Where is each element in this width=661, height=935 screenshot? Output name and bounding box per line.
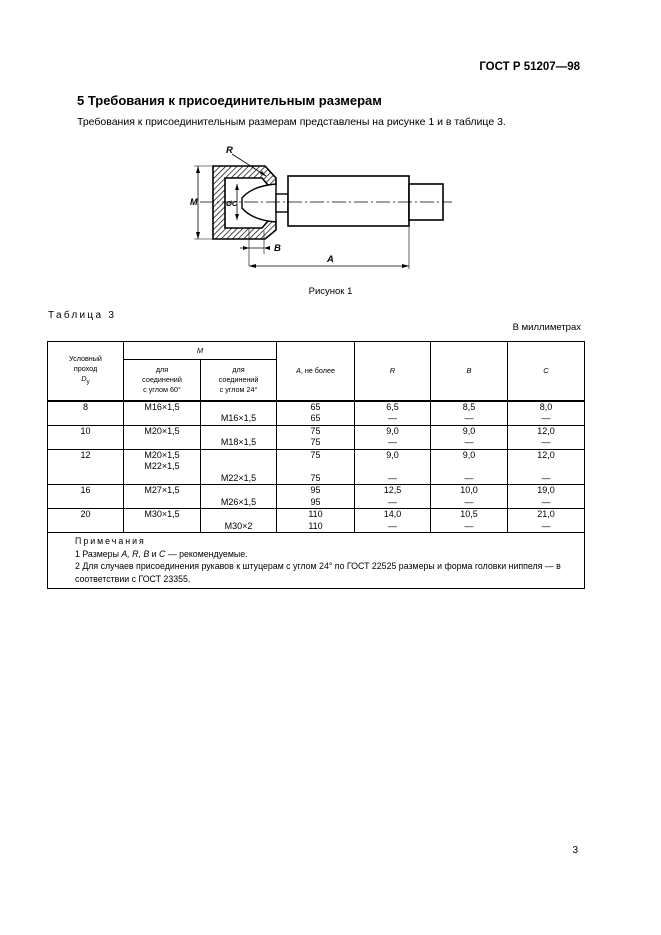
- nipple-head: [242, 184, 276, 222]
- col-m24-header: для соединений с углом 24°: [201, 360, 277, 401]
- cell-r: 9,0 —: [355, 449, 431, 485]
- cell-b: 10,0 —: [431, 485, 508, 509]
- dim-r-label: R: [226, 145, 233, 156]
- table-row: [48, 401, 585, 426]
- cell-a: 75 75: [277, 425, 355, 449]
- table-units: В миллиметрах: [512, 322, 581, 333]
- cell-b: 10,5 —: [431, 509, 508, 533]
- standard-number: ГОСТ Р 51207—98: [479, 61, 580, 73]
- cell-dy: 8: [48, 401, 124, 426]
- table-row: [48, 509, 585, 533]
- table-notes: [48, 533, 585, 589]
- col-m-header: M: [124, 342, 277, 360]
- cell-a: 65 65: [277, 401, 355, 426]
- figure-1: [180, 138, 455, 278]
- col-r-header: R: [355, 342, 431, 401]
- dim-m-label: M: [190, 197, 198, 207]
- col-m60-header: для соединений с углом 60°: [124, 360, 201, 401]
- table-row: [48, 485, 585, 509]
- cell-m60: M30×1,5: [124, 509, 201, 533]
- cell-m24: M18×1,5: [201, 425, 277, 449]
- cell-m24: M30×2: [201, 509, 277, 533]
- cell-r: 6,5 —: [355, 401, 431, 426]
- table-label: Таблица 3: [48, 310, 117, 321]
- cell-a: 95 95: [277, 485, 355, 509]
- notes-title: Примечания: [75, 536, 146, 546]
- dim-c-label: ØC: [226, 199, 238, 208]
- nipple-drawing: [180, 138, 455, 273]
- cell-b: 9,0 —: [431, 425, 508, 449]
- table-row: [48, 449, 585, 485]
- cell-dy: 12: [48, 449, 124, 485]
- cell-a: 75 75: [277, 449, 355, 485]
- table-row: [48, 425, 585, 449]
- dim-b-label: B: [274, 243, 281, 254]
- cell-a: 110 110: [277, 509, 355, 533]
- dy-header-line1: Условный: [69, 354, 102, 364]
- cell-m60: M27×1,5: [124, 485, 201, 509]
- nipple-body: [288, 176, 409, 226]
- cell-c: 21,0 —: [508, 509, 585, 533]
- cell-b: 8,5 —: [431, 401, 508, 426]
- cell-m24: M22×1,5: [201, 449, 277, 485]
- col-a-header: A, не более: [277, 342, 355, 401]
- cell-dy: 20: [48, 509, 124, 533]
- cell-r: 14,0 —: [355, 509, 431, 533]
- col-dy-header: [48, 342, 124, 401]
- page-number: 3: [572, 845, 578, 856]
- cell-b: 9,0 —: [431, 449, 508, 485]
- note-1: 1 Размеры A, R, B и C — рекомендуемые.: [75, 548, 248, 559]
- note-2: 2 Для случаев присоединения рукавов к штуцерам с углом 24° по ГОСТ 22525 размеры и форма головки ниппеля — в соответствии с ГОСТ 23355.: [75, 561, 561, 584]
- cell-dy: 10: [48, 425, 124, 449]
- cell-m24: M26×1,5: [201, 485, 277, 509]
- cell-m60: M20×1,5: [124, 425, 201, 449]
- figure-caption: Рисунок 1: [308, 286, 353, 297]
- cell-r: 9,0 —: [355, 425, 431, 449]
- dimensions-table: [47, 341, 585, 589]
- dy-header-symbol: $D_у$: [81, 374, 90, 386]
- col-c-header: C: [508, 342, 585, 401]
- dy-header-line2: проход: [73, 364, 98, 374]
- cell-c: 19,0 —: [508, 485, 585, 509]
- cell-dy: 16: [48, 485, 124, 509]
- col-b-header: B: [431, 342, 508, 401]
- cell-m24: M16×1,5: [201, 401, 277, 426]
- cell-m60: M20×1,5 M22×1,5: [124, 449, 201, 485]
- cell-c: 8,0 —: [508, 401, 585, 426]
- dim-a-label: A: [327, 254, 334, 265]
- nipple-neck: [276, 194, 288, 212]
- cell-c: 12,0 —: [508, 449, 585, 485]
- section-intro: Требования к присоединительным размерам представлены на рисунке 1 и в таблице 3.: [77, 116, 506, 128]
- cell-r: 12,5 —: [355, 485, 431, 509]
- cell-c: 12,0 —: [508, 425, 585, 449]
- section-heading: 5 Требования к присоединительным размерам: [77, 93, 382, 108]
- cell-m60: M16×1,5: [124, 401, 201, 426]
